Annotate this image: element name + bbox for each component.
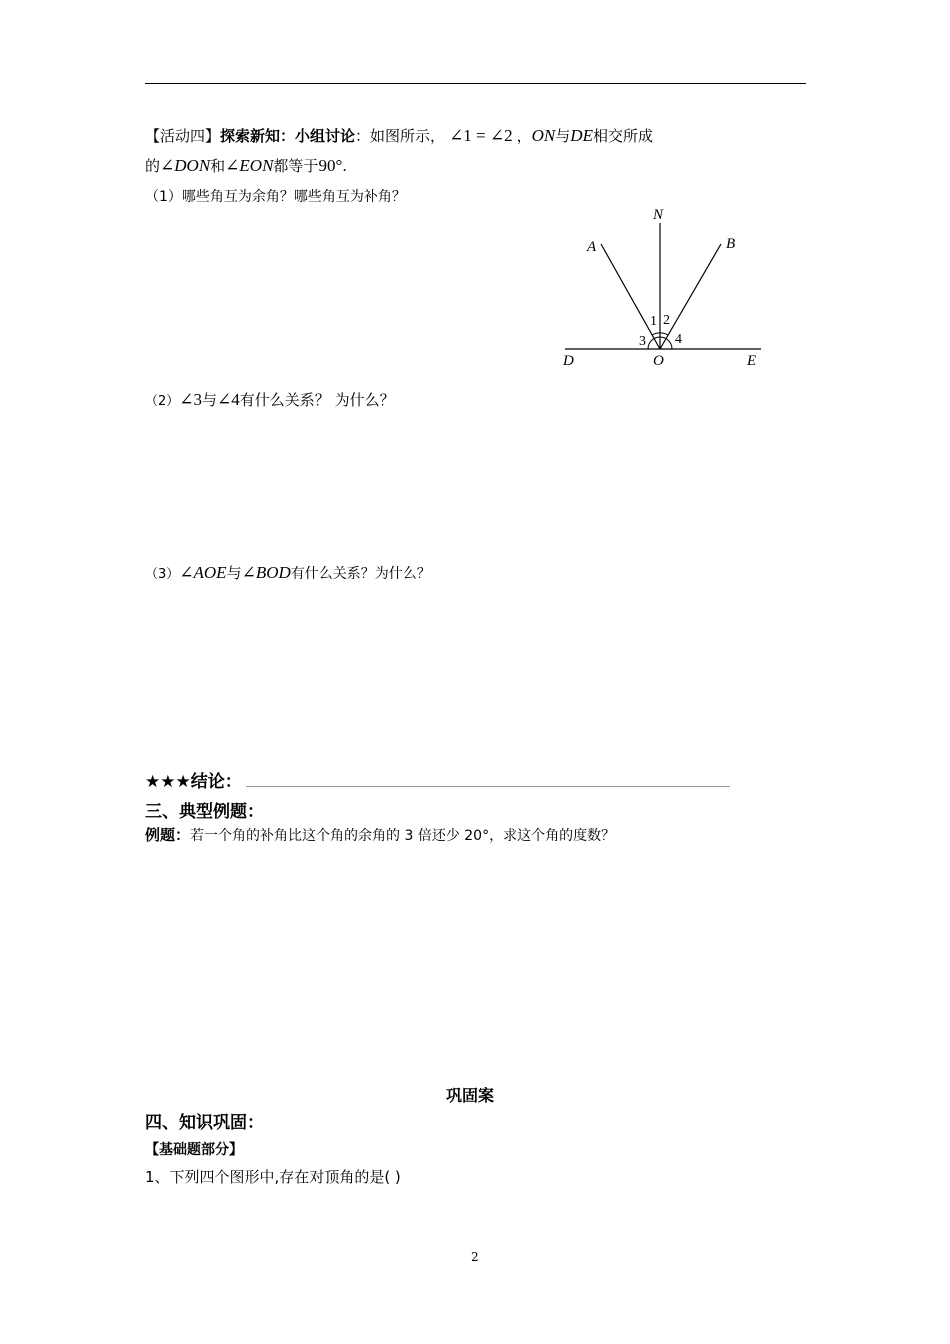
q3-number: （3）	[145, 567, 180, 582]
angle-don: ∠DON	[160, 156, 211, 175]
ray-ob	[660, 244, 721, 349]
page-number: 2	[471, 1250, 479, 1264]
conclusion-line	[145, 767, 730, 792]
q2-angle-4: ∠4	[217, 390, 240, 409]
header-rule	[145, 83, 806, 84]
q2-number: （2）	[145, 394, 180, 409]
section-4-title: 四、知识巩固：	[145, 1113, 264, 1133]
ray-oa	[601, 244, 660, 349]
label-n: N	[653, 207, 664, 223]
angle-figure	[555, 200, 770, 372]
label-e: E	[747, 353, 757, 369]
example-text: 若一个角的补角比这个角的余角的 3 倍还少 20°，求这个角的度数？	[190, 828, 616, 844]
period: .	[342, 157, 348, 175]
label-d: D	[563, 353, 574, 369]
label-angle-2: 2	[663, 313, 670, 328]
q3-rest: 有什么关系？为什么？	[290, 566, 431, 582]
section-3-title: 三、典型例题：	[145, 802, 264, 822]
ninety-degrees: 90°	[318, 156, 343, 175]
comma: ，	[516, 127, 532, 145]
activity-intro-b: 相交所成	[592, 127, 653, 145]
angle-eon: ∠EON	[225, 156, 274, 175]
label-angle-4: 4	[675, 332, 682, 347]
activity-sub-heading: 小组讨论	[295, 127, 356, 145]
question-3	[145, 562, 431, 583]
basic-section-label: 【基础题部分】	[145, 1142, 243, 1158]
q3-angle-bod: ∠BOD	[241, 563, 291, 582]
label-angle-1: 1	[650, 314, 657, 329]
label-b: B	[726, 236, 736, 252]
label-angle-3: 3	[639, 334, 646, 349]
q3-angle-aoe: ∠AOE	[179, 563, 227, 582]
consolidation-title: 巩固案	[446, 1086, 495, 1105]
line2-a: 的	[145, 157, 161, 175]
activity-line-2	[145, 155, 347, 176]
activity-intro-a: ：如图所示，	[355, 127, 446, 145]
conj-he: 和	[210, 157, 226, 175]
conclusion-label: ★★★结论：	[145, 772, 242, 792]
line-de: DE	[570, 126, 593, 145]
activity-line-1	[145, 125, 653, 146]
activity-heading: 探索新知：	[220, 127, 296, 145]
conj-yu: 与	[555, 127, 571, 145]
q3-yu: 与	[226, 564, 242, 582]
line2-b: 都等于	[273, 157, 319, 175]
conclusion-blank	[246, 771, 730, 787]
label-a: A	[587, 239, 597, 255]
q2-yu: 与	[202, 391, 218, 409]
question-1-text: （1）哪些角互为余角？哪些角互为补角？	[145, 189, 406, 205]
example-label: 例题：	[145, 826, 191, 844]
line-on: ON	[531, 126, 556, 145]
example-line	[145, 824, 615, 845]
label-o: O	[653, 353, 664, 369]
question-2	[145, 389, 395, 410]
q2-rest: 有什么关系？ 为什么？	[239, 391, 395, 409]
angle-equation: ∠1 = ∠2	[449, 126, 513, 145]
question-1-consolidation: 1、下列四个图形中,存在对顶角的是( )	[145, 1168, 401, 1186]
q2-angle-3: ∠3	[179, 390, 203, 409]
activity-tag: 【活动四】	[145, 127, 221, 145]
